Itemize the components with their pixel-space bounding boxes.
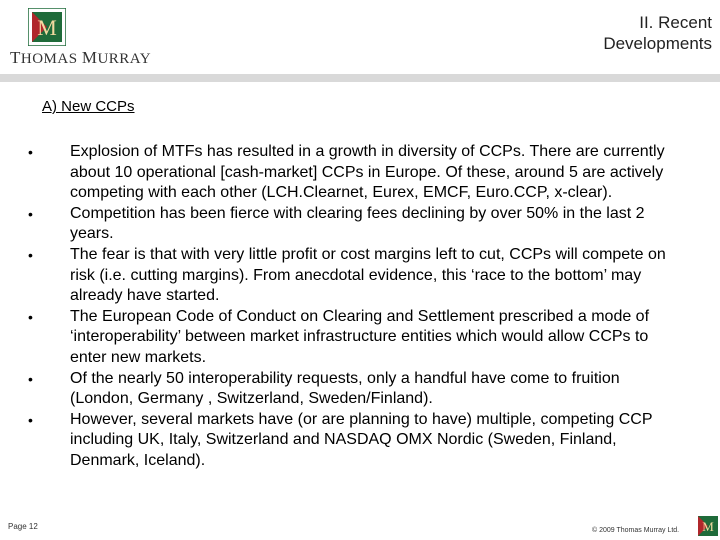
- logo-wordmark-rest-1: HOMAS: [20, 51, 82, 67]
- bullet-icon: •: [28, 144, 33, 160]
- bullet-text: However, several markets have (or are planning to have) multiple, competing CCP including UK, Italy, Switzerland and NASDAQ OMX Nordic (Sweden, Finland, Denmark, Iceland).: [70, 410, 653, 469]
- bullet-icon: •: [28, 370, 33, 387]
- subheading: A) New CCPs: [42, 98, 135, 115]
- bullet-item: [25, 204, 675, 245]
- bullet-icon: •: [28, 308, 33, 325]
- bullet-icon: •: [28, 246, 33, 263]
- bullet-item: [25, 245, 675, 307]
- footer-logo-monogram: M: [702, 519, 714, 534]
- page-number: Page 12: [8, 522, 38, 531]
- bullet-text: The fear is that with very little profit or cost margins left to cut, CCPs will compete on risk (i.e. cutting margins). From anecdotal evidence, this ‘race to the bottom’ may already have started.: [70, 245, 666, 305]
- bullet-item: [25, 307, 675, 369]
- logo-wordmark: [10, 48, 151, 68]
- bullet-text: Explosion of MTFs has resulted in a growth in diversity of CCPs. There are currently about 10 operational [cash-market] CCPs in Europe. Of these, around 5 are actively competing with each other (LCH.Clearnet, Eurex, EMCF, Euro.CCP, x-clear).: [70, 143, 665, 202]
- bullet-item: [25, 142, 675, 204]
- copyright-notice: © 2009 Thomas Murray Ltd.: [592, 527, 680, 534]
- header-divider-band: [0, 74, 720, 82]
- bullet-item: [25, 410, 675, 472]
- bullet-icon: •: [28, 411, 33, 428]
- logo-wordmark-initial-m: M: [81, 48, 98, 67]
- logo-wordmark-rest-2: URRAY: [97, 51, 152, 67]
- bullet-item: [25, 369, 675, 410]
- bullet-text: The European Code of Conduct on Clearing and Settlement prescribed a mode of ‘interoperability’ between market infrastructure entities which would allow CCPs to enter new markets.: [70, 307, 650, 366]
- bullet-list: [25, 142, 675, 472]
- logo-wordmark-initial-t: T: [10, 48, 21, 67]
- section-title-line-1: II. Recent: [639, 13, 712, 32]
- bullet-text: Competition has been fierce with clearing fees declining by over 50% in the last 2 years.: [70, 204, 645, 243]
- section-title: [603, 12, 712, 54]
- logo-monogram: M: [37, 15, 57, 40]
- section-title-line-2: Developments: [603, 34, 712, 53]
- bullet-icon: •: [28, 205, 33, 222]
- thomas-murray-logo-icon: [28, 8, 66, 46]
- footer-logo-icon: [698, 516, 718, 536]
- bullet-text: Of the nearly 50 interoperability requests, only a handful have come to fruition (London, Germany , Switzerland, Sweden/Finland).: [70, 369, 620, 408]
